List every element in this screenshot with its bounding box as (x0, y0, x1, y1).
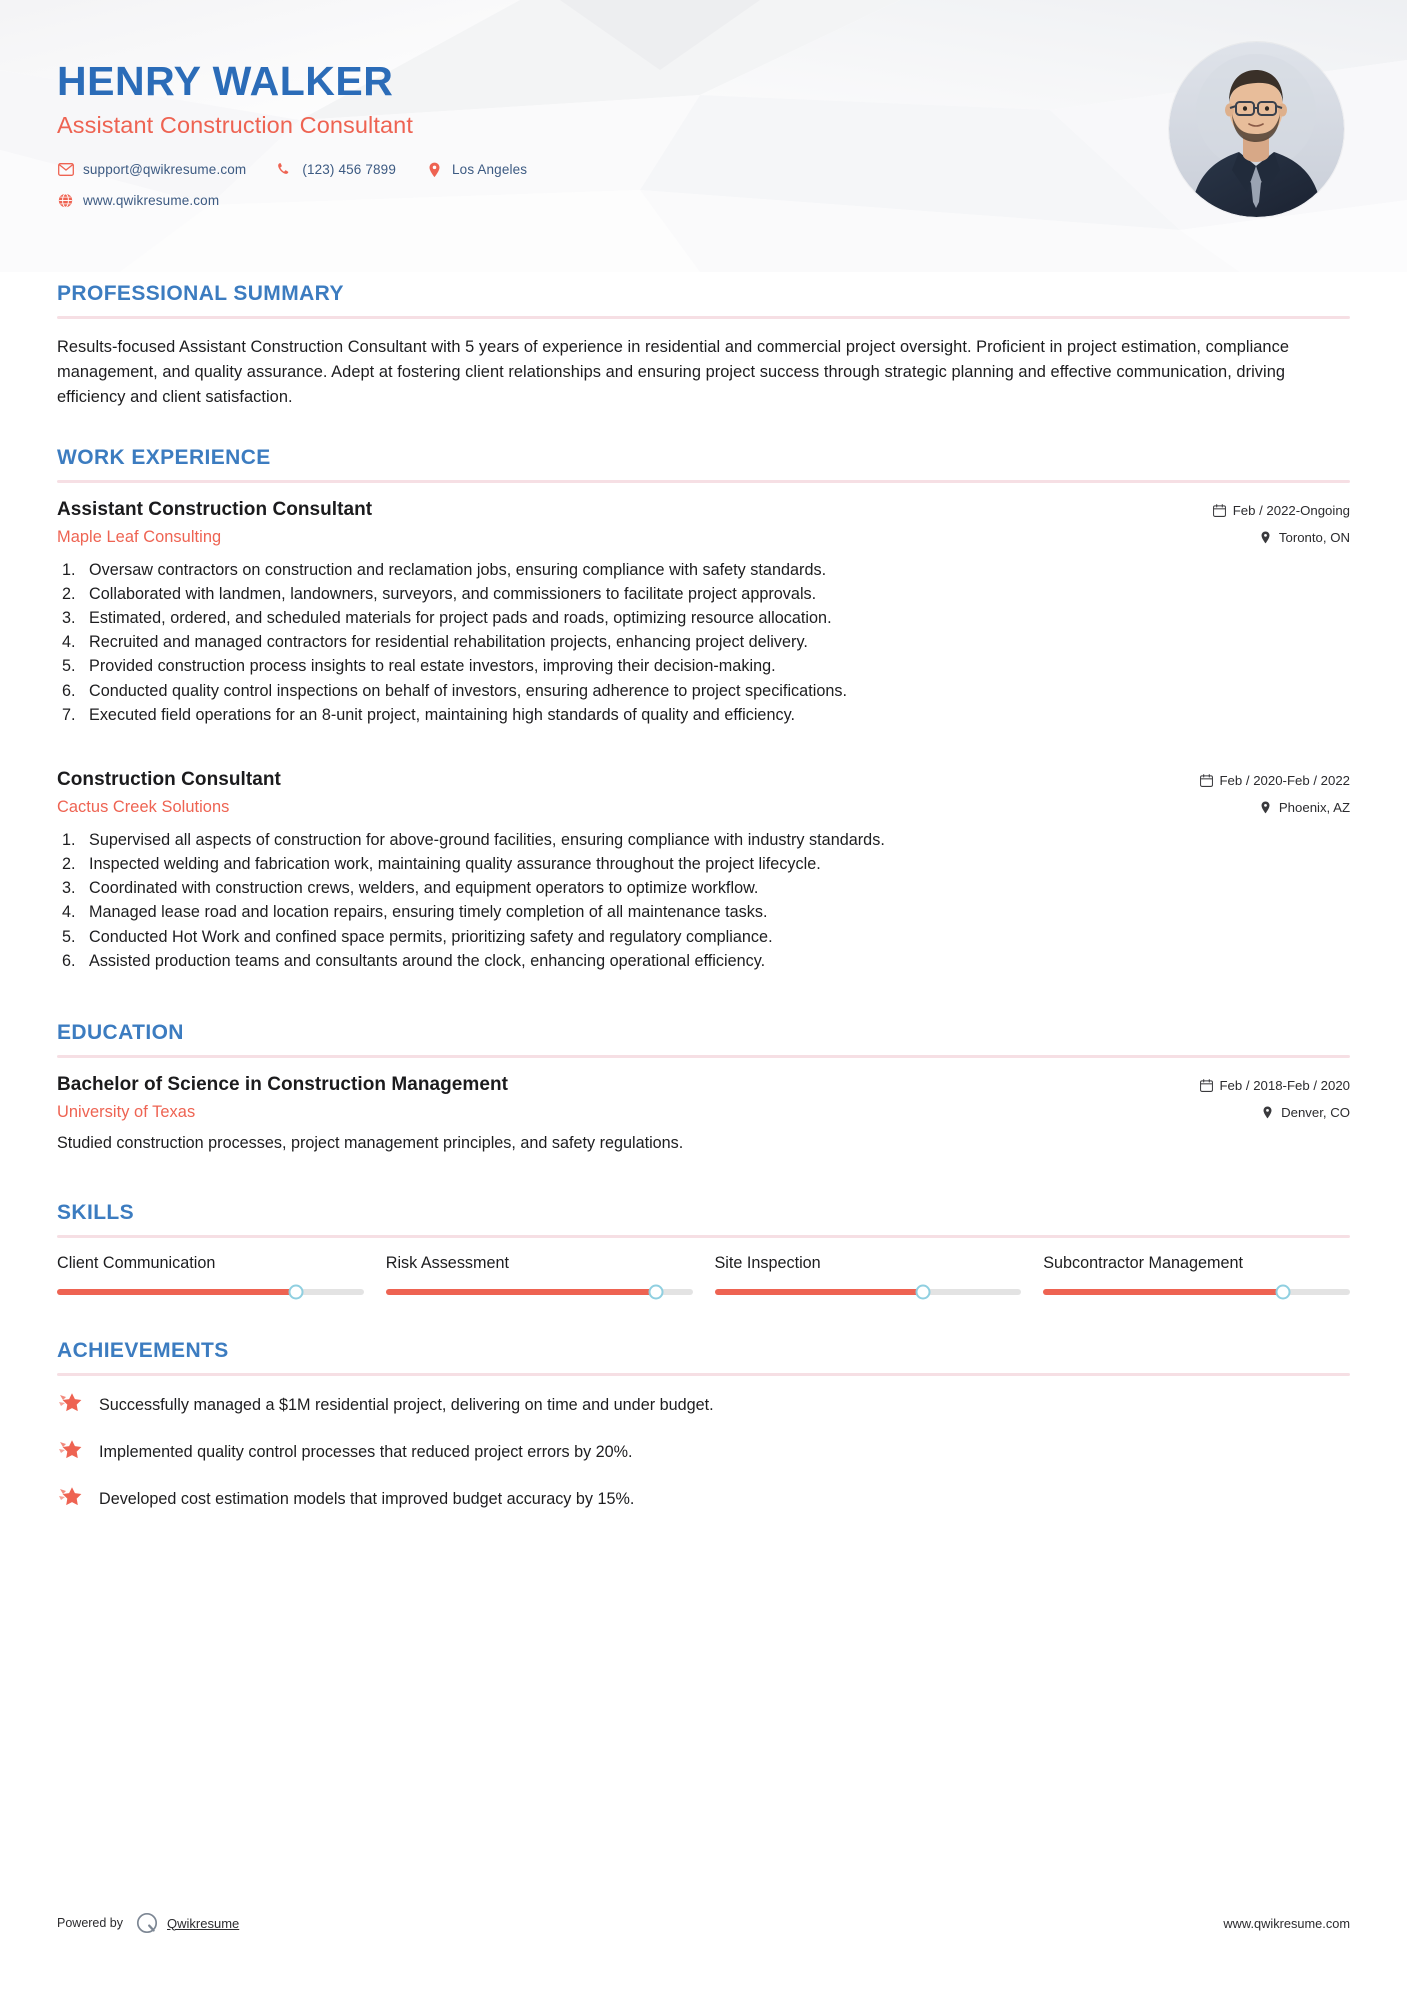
contact-website[interactable] (57, 192, 219, 209)
skill-progress-knob[interactable] (289, 1285, 304, 1300)
location-pin-icon (1259, 531, 1272, 544)
section-achievements (57, 1339, 1350, 1510)
location-pin-icon (1261, 1106, 1274, 1119)
list-item: Provided construction process insights to real estate investors, improving their decision-making. (89, 657, 776, 676)
skill-progress-fill (715, 1289, 924, 1295)
skill-progress-knob[interactable] (916, 1285, 931, 1300)
skill-progress-track[interactable] (57, 1289, 364, 1295)
list-item (57, 1392, 1350, 1417)
skills-grid (57, 1254, 1350, 1295)
star-badge-icon (57, 1484, 83, 1510)
section-divider (57, 1055, 1350, 1058)
phone-icon (276, 161, 293, 178)
achievement-text: Implemented quality control processes that reduced project errors by 20%. (99, 1443, 633, 1461)
section-professional-summary (57, 282, 1350, 410)
contact-phone[interactable] (276, 161, 396, 178)
list-item: Supervised all aspects of construction for above-ground facilities, ensuring compliance with industry standards. (89, 830, 885, 849)
work-entry-header (57, 499, 1350, 547)
section-work-experience (57, 446, 1350, 973)
section-divider (57, 1373, 1350, 1376)
section-divider (57, 316, 1350, 319)
section-title-summary: PROFESSIONAL SUMMARY (57, 282, 344, 305)
work-location-line (1200, 800, 1351, 815)
work-entry-left (57, 499, 1213, 547)
qwikresume-brand-link[interactable]: Qwikresume (167, 1915, 240, 1931)
education-entry-left (57, 1074, 1200, 1122)
list-item: Managed lease road and location repairs, ensuring timely completion of all maintenance tasks. (89, 903, 768, 922)
location-pin-icon (426, 161, 443, 178)
education-location-text: Denver, CO (1281, 1104, 1350, 1120)
education-date-line (1200, 1078, 1351, 1093)
skill-progress-knob[interactable] (1275, 1285, 1290, 1300)
skill-label: Site Inspection (714, 1254, 821, 1273)
skill-label: Subcontractor Management (1043, 1254, 1244, 1273)
work-date-text: Feb / 2020-Feb / 2022 (1219, 772, 1350, 788)
work-location-text: Phoenix, AZ (1278, 799, 1350, 815)
calendar-icon (1200, 1079, 1213, 1092)
skill-progress-knob[interactable] (648, 1285, 663, 1300)
list-item: Assisted production teams and consultants around the clock, enhancing operational efficiency. (89, 951, 766, 970)
education-description: Studied construction processes, project management principles, and safety regulations. (57, 1133, 684, 1152)
work-entry (57, 769, 1350, 973)
work-role-title: Construction Consultant (57, 768, 281, 790)
job-title: Assistant Construction Consultant (57, 112, 413, 139)
work-entry-header (57, 769, 1350, 817)
education-entry-meta (1200, 1074, 1351, 1120)
skill-progress-track[interactable] (715, 1289, 1022, 1295)
contact-email[interactable] (57, 161, 246, 178)
page-footer (57, 1912, 1350, 1934)
work-entry-meta (1213, 499, 1350, 545)
skill-progress-track[interactable] (1043, 1289, 1350, 1295)
education-entry-header (57, 1074, 1350, 1122)
education-date-text: Feb / 2018-Feb / 2020 (1219, 1077, 1350, 1093)
work-role-title: Assistant Construction Consultant (57, 498, 373, 520)
qwikresume-logo-icon (136, 1912, 158, 1934)
work-location-text: Toronto, ON (1278, 529, 1350, 545)
work-company-name: Cactus Creek Solutions (57, 797, 230, 816)
section-divider (57, 480, 1350, 483)
list-item: Estimated, ordered, and scheduled materials for project pads and roads, optimizing resource allocation. (89, 609, 832, 628)
powered-by-label: Powered by (57, 1916, 124, 1930)
skill-item (57, 1254, 364, 1295)
section-title-work: WORK EXPERIENCE (57, 445, 271, 469)
work-location-line (1213, 530, 1350, 545)
work-entry-meta (1200, 769, 1351, 815)
skill-item (1043, 1254, 1350, 1295)
calendar-icon (1213, 504, 1226, 517)
education-location-line (1200, 1105, 1351, 1120)
work-company-name: Maple Leaf Consulting (57, 527, 222, 546)
footer-website[interactable]: www.qwikresume.com (1223, 1915, 1350, 1931)
section-title-achievements: ACHIEVEMENTS (57, 1339, 229, 1363)
footer-branding (57, 1912, 239, 1934)
skill-progress-fill (1043, 1289, 1282, 1295)
achievements-list (57, 1392, 1350, 1510)
list-item: Coordinated with construction crews, welders, and equipment operators to optimize workflow. (89, 879, 759, 898)
list-item: Conducted Hot Work and confined space permits, prioritizing safety and regulatory compliance. (89, 927, 773, 946)
list-item: Inspected welding and fabrication work, maintaining quality assurance throughout the project lifecycle. (89, 855, 821, 874)
work-entry-left (57, 769, 1200, 817)
list-item (57, 1439, 1350, 1464)
resume-body (0, 282, 1407, 1510)
list-item: Conducted quality control inspections on behalf of investors, ensuring adherence to project specifications. (89, 681, 848, 700)
skill-label: Risk Assessment (385, 1254, 509, 1273)
work-date-line (1200, 773, 1351, 788)
work-date-text: Feb / 2022-Ongoing (1232, 502, 1350, 518)
section-title-skills: SKILLS (57, 1201, 135, 1225)
section-education (57, 1021, 1350, 1155)
work-date-line (1213, 503, 1350, 518)
skill-progress-fill (386, 1289, 656, 1295)
contact-location (426, 161, 527, 178)
list-item: Recruited and managed contractors for residential rehabilitation projects, enhancing project delivery. (89, 633, 808, 652)
section-title-education: EDUCATION (57, 1020, 184, 1044)
achievement-text: Developed cost estimation models that improved budget accuracy by 15%. (99, 1489, 635, 1508)
skill-item (386, 1254, 693, 1295)
summary-text: Results-focused Assistant Construction Consultant with 5 years of experience in residential and commercial project oversight. Proficient in project estimation, compliance management, and quality assurance. Adept at fostering client relationships and ensuring project success through strategic planning and effective communication, driving efficiency and client satisfaction. (57, 338, 1290, 406)
contact-email-text: support@qwikresume.com (83, 162, 247, 178)
education-school: University of Texas (57, 1102, 196, 1121)
section-divider (57, 1235, 1350, 1238)
list-item (57, 1486, 1350, 1511)
work-bullet-list (57, 829, 1350, 973)
skill-progress-fill (57, 1289, 296, 1295)
avatar-photo (1169, 42, 1344, 217)
skill-progress-track[interactable] (386, 1289, 693, 1295)
section-skills (57, 1201, 1350, 1295)
education-entry (57, 1074, 1350, 1155)
contact-phone-text: (123) 456 7899 (302, 162, 396, 178)
resume-header (0, 0, 1407, 272)
page-title: HENRY WALKER (57, 58, 394, 104)
list-item: Oversaw contractors on construction and reclamation jobs, ensuring compliance with safety standards. (89, 560, 827, 579)
star-badge-icon (57, 1437, 83, 1463)
globe-icon (57, 192, 74, 209)
star-badge-icon (57, 1390, 83, 1416)
work-bullet-list (57, 559, 1350, 727)
list-item: Executed field operations for an 8-unit project, maintaining high standards of quality and efficiency. (89, 705, 796, 724)
education-degree: Bachelor of Science in Construction Management (57, 1073, 508, 1095)
contact-website-text: www.qwikresume.com (83, 193, 220, 209)
contact-location-text: Los Angeles (452, 162, 528, 178)
entry-spacer (57, 735, 1350, 769)
skill-item (715, 1254, 1022, 1295)
skill-label: Client Communication (57, 1254, 216, 1273)
avatar (1169, 42, 1344, 217)
list-item: Collaborated with landmen, landowners, surveyors, and commissioners to facilitate project approvals. (89, 584, 817, 603)
work-entry (57, 499, 1350, 727)
email-icon (57, 161, 74, 178)
location-pin-icon (1259, 801, 1272, 814)
achievement-text: Successfully managed a $1M residential project, delivering on time and under budget. (99, 1396, 714, 1415)
calendar-icon (1200, 774, 1213, 787)
